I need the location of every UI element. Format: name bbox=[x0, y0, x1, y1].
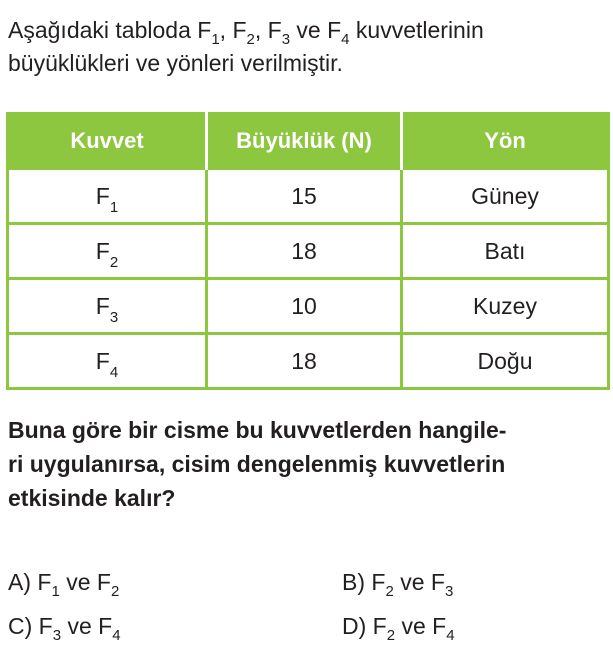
option-d[interactable]: D) $F_2$ ve $F_4$ bbox=[342, 613, 455, 644]
header-magnitude: Büyüklük (N) bbox=[207, 114, 402, 169]
header-force: Kuvvet bbox=[8, 114, 207, 169]
table-header-row bbox=[8, 114, 609, 169]
cell-direction: Doğu bbox=[402, 334, 609, 389]
cell-force: $F_2$ bbox=[8, 224, 207, 279]
intro-text bbox=[8, 14, 608, 80]
header-direction: Yön bbox=[402, 114, 609, 169]
cell-direction: Güney bbox=[402, 169, 609, 224]
force-label-1: $F_1$, bbox=[197, 17, 233, 48]
option-b[interactable]: B) $F_2$ ve $F_3$ bbox=[342, 569, 454, 600]
cell-direction: Kuzey bbox=[402, 279, 609, 334]
cell-magnitude: 18 bbox=[207, 334, 402, 389]
cell-force: $F_4$ bbox=[8, 334, 207, 389]
force-table bbox=[6, 112, 610, 390]
intro-lead: Aşağıdaki tabloda bbox=[8, 17, 198, 43]
cell-magnitude: 10 bbox=[207, 279, 402, 334]
force-label-3: $F_3$ ve bbox=[267, 17, 328, 48]
cell-magnitude: 18 bbox=[207, 224, 402, 279]
force-label-4: $F_4$ bbox=[327, 17, 350, 48]
question-line-1: Buna göre bir cisme bu kuvvetlerden hangile- bbox=[8, 417, 507, 443]
cell-direction: Batı bbox=[402, 224, 609, 279]
table-row bbox=[8, 279, 609, 334]
cell-force: $F_3$ bbox=[8, 279, 207, 334]
cell-force: $F_1$ bbox=[8, 169, 207, 224]
option-c[interactable]: C) $F_3$ ve $F_4$ bbox=[8, 613, 121, 644]
question-line-3: etkisinde kalır? bbox=[8, 485, 176, 511]
table-row bbox=[8, 224, 609, 279]
intro-line-2: büyüklükleri ve yönleri verilmiştir. bbox=[8, 50, 343, 76]
force-label-2: $F_2$, bbox=[232, 17, 268, 48]
question-text bbox=[8, 413, 608, 515]
intro-line-1 bbox=[8, 14, 608, 47]
cell-magnitude: 15 bbox=[207, 169, 402, 224]
table-row bbox=[8, 334, 609, 389]
option-a[interactable]: A) $F_1$ ve $F_2$ bbox=[8, 569, 120, 600]
question-line-2: ri uygulanırsa, cisim dengelenmiş kuvvetlerin bbox=[8, 451, 506, 477]
intro-tail: kuvvetlerinin bbox=[349, 17, 484, 43]
table-row bbox=[8, 169, 609, 224]
